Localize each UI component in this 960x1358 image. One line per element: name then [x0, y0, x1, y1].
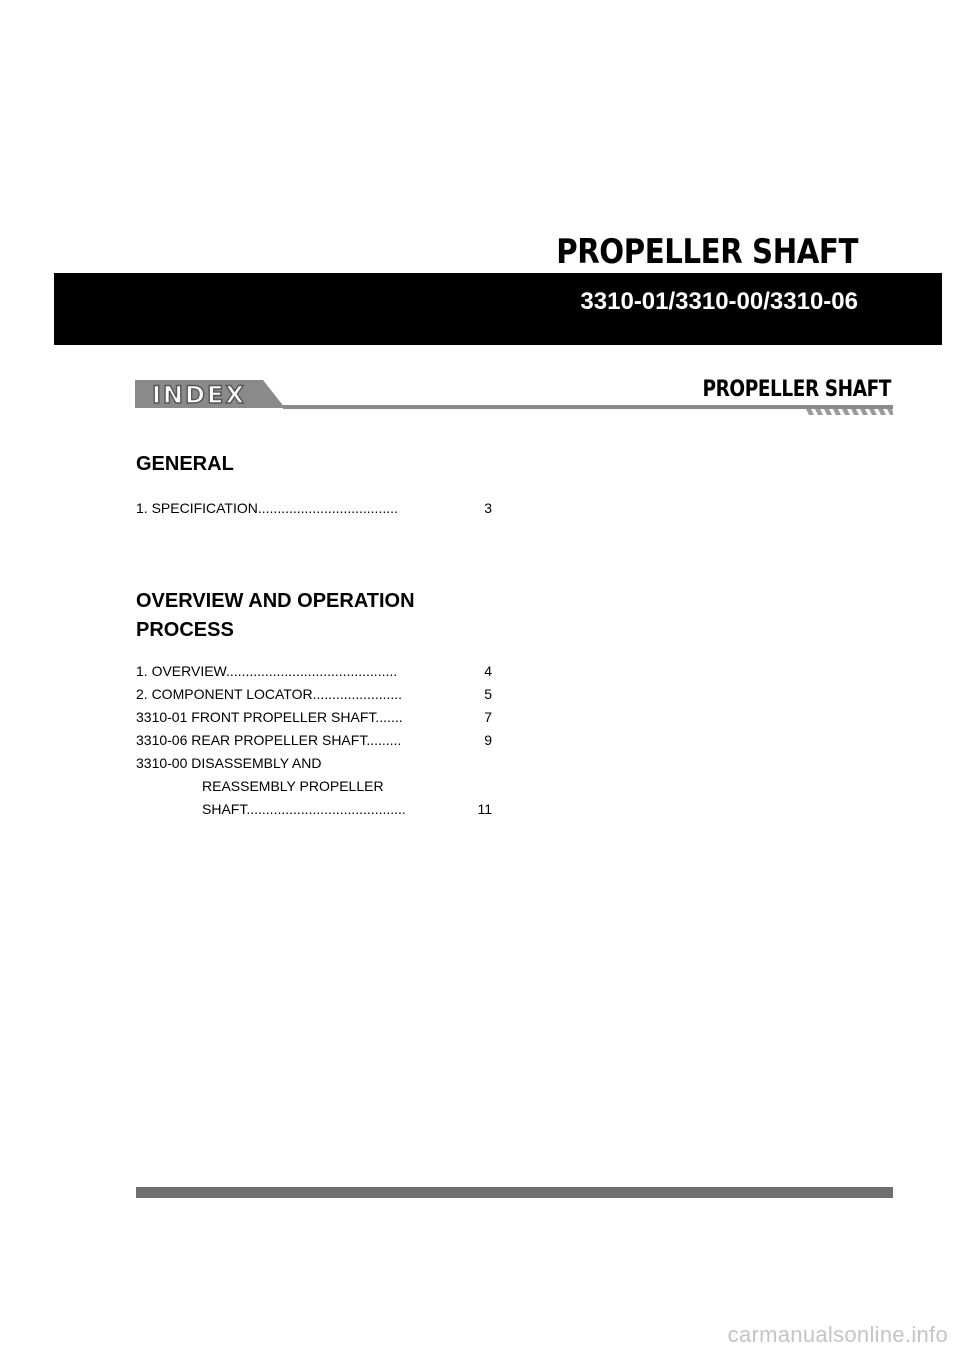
toc-entry-continuation: REASSEMBLY PROPELLER — [202, 778, 384, 794]
chapter-title: PROPELLER SHAFT — [556, 232, 858, 272]
toc-entry-last-line[interactable] — [202, 801, 492, 821]
toc-entry[interactable] — [136, 663, 492, 683]
index-title: PROPELLER SHAFT — [702, 377, 891, 402]
toc-entry-text: 2. COMPONENT LOCATOR....................... — [136, 686, 403, 702]
section-heading-overview-line1: OVERVIEW AND OPERATION — [136, 590, 415, 612]
toc-entry[interactable] — [136, 755, 492, 775]
toc-entry[interactable] — [136, 500, 492, 520]
toc-entry-text: 1. SPECIFICATION.................................... — [136, 500, 398, 516]
toc-entry-page: 4 — [484, 663, 492, 679]
chapter-codes: 3310-01/3310-00/3310-06 — [580, 288, 858, 315]
toc-entry-text: SHAFT......................................... — [202, 801, 406, 817]
footer-bar — [136, 1187, 893, 1198]
hatch-decoration — [806, 409, 893, 415]
toc-entry-page: 3 — [484, 500, 492, 516]
watermark: carmanualsonline.info — [727, 1322, 948, 1347]
toc-entry-page: 5 — [484, 686, 492, 702]
toc-entry[interactable] — [136, 709, 492, 729]
toc-entry-page: 9 — [484, 732, 492, 748]
index-rule — [283, 405, 893, 409]
toc-entry-text: 1. OVERVIEW............................................ — [136, 663, 398, 679]
toc-entry-page: 11 — [477, 801, 492, 817]
toc-entry[interactable] — [136, 686, 492, 706]
toc-entry[interactable] — [136, 732, 492, 752]
toc-entry-text: 3310-01 FRONT PROPELLER SHAFT....... — [136, 709, 403, 725]
toc-entry-text: 3310-00 DISASSEMBLY AND — [136, 755, 322, 771]
section-heading-general: GENERAL — [136, 453, 234, 475]
section-heading-overview-line2: PROCESS — [136, 619, 234, 641]
toc-entry-text: 3310-06 REAR PROPELLER SHAFT......... — [136, 732, 402, 748]
index-tab-label: INDEX — [152, 381, 246, 409]
toc-entry-page: 7 — [484, 709, 492, 725]
